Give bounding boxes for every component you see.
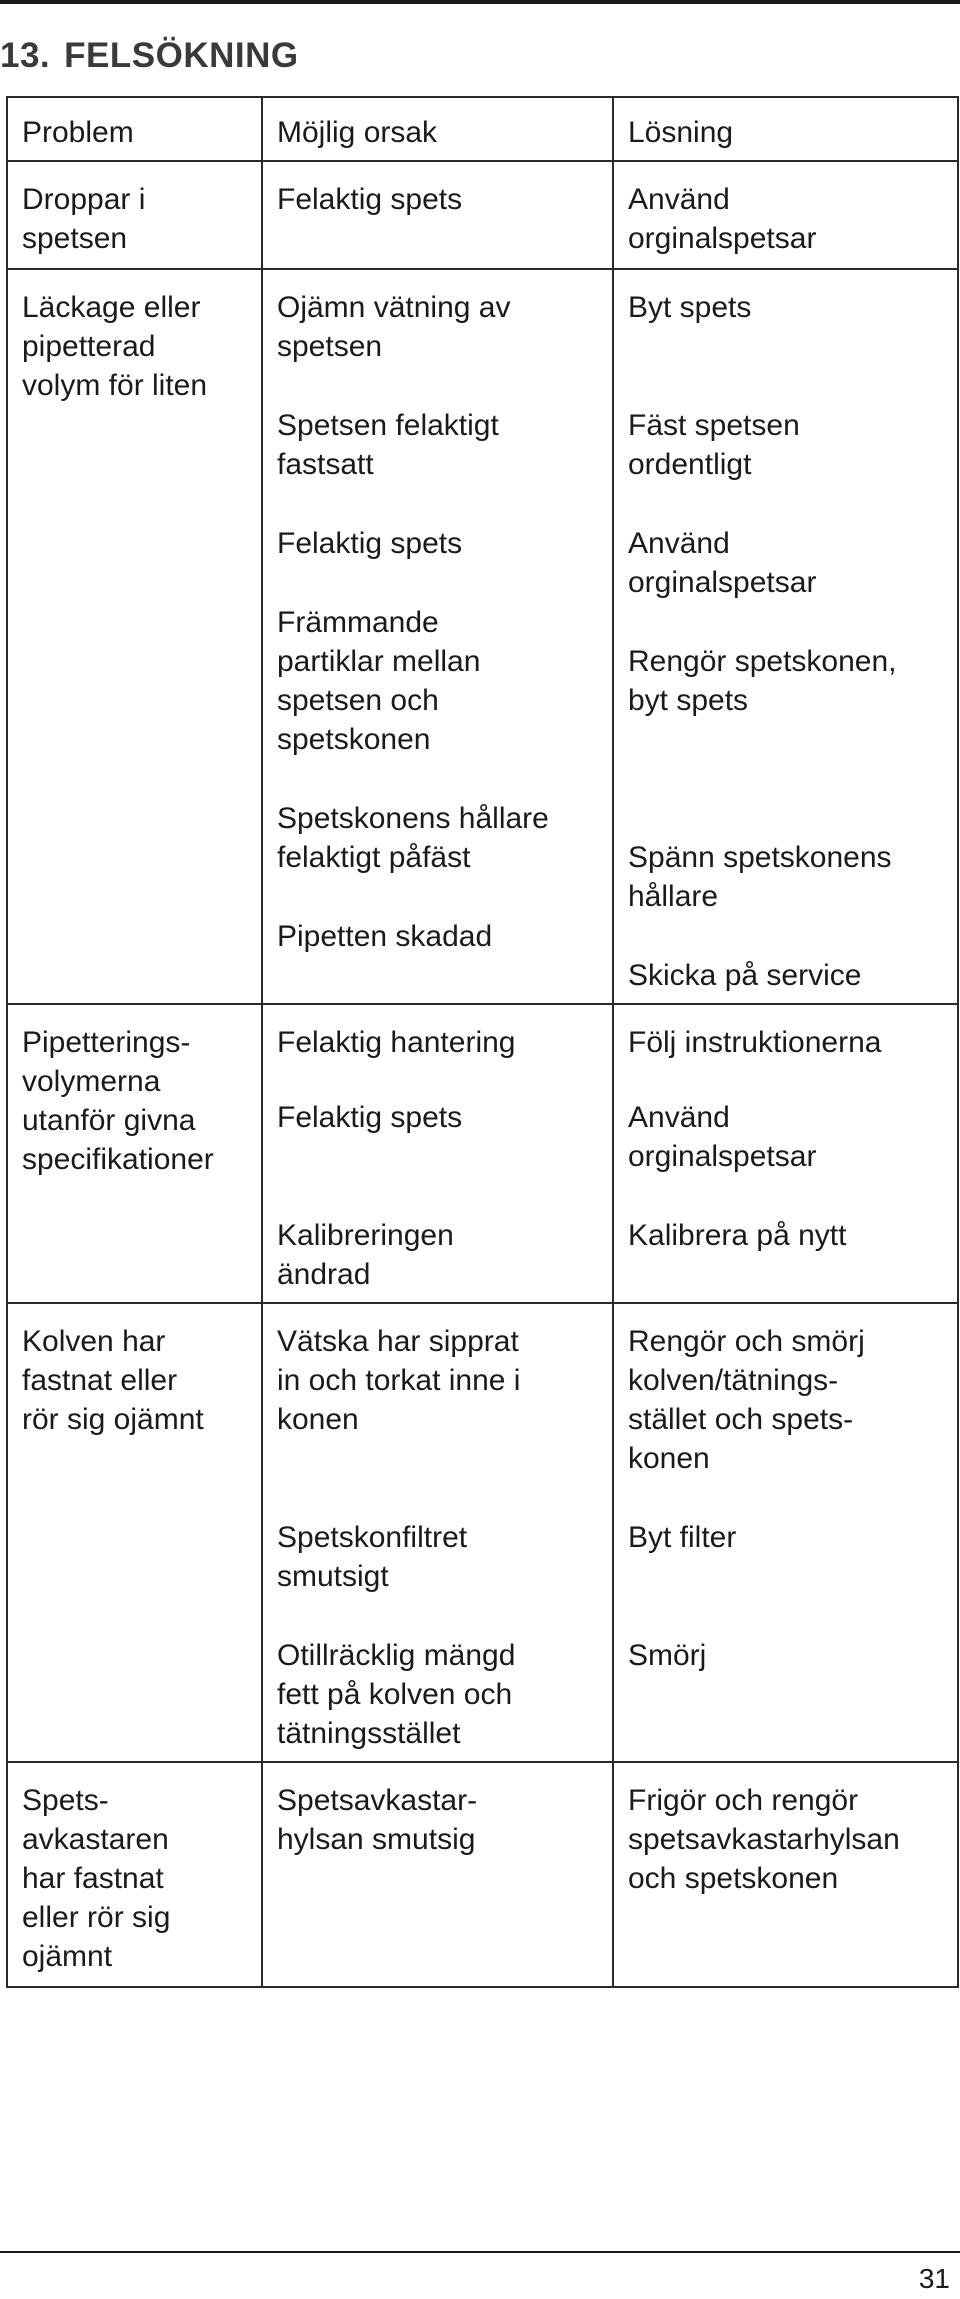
solution-line: Använd (628, 1101, 730, 1134)
problem-line: volymerna (22, 1065, 161, 1098)
table-row (7, 1303, 958, 1762)
cause-entry (277, 1781, 598, 1859)
cause-cell (262, 1303, 613, 1762)
problem-line: utanför givna (22, 1104, 196, 1137)
cause-line: hylsan smutsig (277, 1823, 476, 1856)
cause-entry (277, 180, 598, 219)
problem-line: rör sig ojämnt (22, 1403, 204, 1436)
cause-line: Kalibreringen (277, 1219, 454, 1252)
cause-entry (277, 1216, 598, 1294)
solution-entry (628, 1216, 943, 1255)
cause-line: fastsatt (277, 448, 374, 481)
cause-line: Ojämn vätning av (277, 291, 511, 324)
problem-line: spetsen (22, 222, 128, 255)
solution-line: Använd (628, 183, 730, 216)
cause-line: konen (277, 1403, 359, 1436)
problem-cell (7, 1762, 262, 1987)
cause-line: in och torkat inne i (277, 1364, 521, 1397)
solution-entry (628, 288, 943, 366)
table-row (7, 161, 958, 269)
cause-line: Pipetten skadad (277, 920, 493, 953)
solution-line: orginalspetsar (628, 566, 817, 599)
cause-cell (262, 161, 613, 269)
solution-line: Spänn spetskonens (628, 841, 892, 874)
problem-line: Spets- (22, 1784, 109, 1817)
solution-cell (613, 161, 958, 269)
solution-line: och spetskonen (628, 1862, 839, 1895)
solution-line: byt spets (628, 684, 749, 717)
cause-entry (277, 603, 598, 759)
problem-line: volym för liten (22, 369, 208, 402)
solution-line: Frigör och rengör (628, 1784, 859, 1817)
cause-line: spetsen och (277, 684, 439, 717)
solution-cell (613, 1762, 958, 1987)
cause-entry (277, 1636, 598, 1753)
cause-line: Felaktig hantering (277, 1026, 516, 1059)
cause-line: spetsen (277, 330, 383, 363)
cause-line: fett på kolven och (277, 1678, 513, 1711)
table-row (7, 1004, 958, 1303)
cause-line: Spetsen felaktigt (277, 409, 499, 442)
solution-line: Byt filter (628, 1521, 737, 1554)
header-problem: Problem (7, 97, 262, 161)
troubleshooting-table (6, 96, 959, 1988)
solution-entry (628, 1023, 943, 1062)
table-row (7, 1762, 958, 1987)
cause-cell (262, 1004, 613, 1303)
cause-line (277, 1439, 598, 1478)
cause-entry (277, 406, 598, 484)
cause-line: Felaktig spets (277, 183, 463, 216)
solution-entry (628, 180, 943, 258)
cause-entry (277, 1023, 598, 1062)
problem-line: fastnat eller (22, 1364, 178, 1397)
solution-line (628, 759, 943, 798)
problem-line: ojämnt (22, 1940, 113, 1973)
cause-line: Spetskonens hållare (277, 802, 549, 835)
solution-line: Kalibrera på nytt (628, 1219, 847, 1252)
solution-line: Byt spets (628, 291, 752, 324)
solution-line: ordentligt (628, 448, 752, 481)
solution-line: Fäst spetsen (628, 409, 800, 442)
solution-line: Använd (628, 527, 730, 560)
solution-cell (613, 269, 958, 1004)
cause-entry (277, 1098, 598, 1176)
cause-entry (277, 917, 598, 956)
solution-line: Rengör och smörj (628, 1325, 865, 1358)
solution-cell (613, 1303, 958, 1762)
header-cause: Möjlig orsak (262, 97, 613, 161)
problem-line: Droppar i (22, 183, 146, 216)
problem-line: avkastaren (22, 1823, 169, 1856)
problem-cell (7, 1004, 262, 1303)
problem-line: har fastnat (22, 1862, 164, 1895)
table-row (7, 269, 958, 1004)
problem-cell (7, 1303, 262, 1762)
problem-line: specifikationer (22, 1143, 214, 1176)
solution-entry (628, 642, 943, 798)
cause-entry (277, 799, 598, 877)
solution-line (628, 720, 943, 759)
table-header-row (7, 97, 958, 161)
problem-cell (7, 269, 262, 1004)
cause-line: Felaktig spets (277, 1101, 463, 1134)
solution-line: Följ instruktionerna (628, 1026, 882, 1059)
section-title: FELSÖKNING (64, 36, 299, 75)
solution-line: orginalspetsar (628, 1140, 817, 1173)
section-number: 13. (0, 36, 51, 75)
solution-line: stället och spets- (628, 1403, 854, 1436)
problem-line: Kolven har (22, 1325, 166, 1358)
solution-entry (628, 406, 943, 484)
solution-entry (628, 1322, 943, 1478)
top-rule (0, 0, 960, 4)
solution-cell (613, 1004, 958, 1303)
cause-entry (277, 524, 598, 563)
solution-line: spetsavkastarhylsan (628, 1823, 900, 1856)
footer-rule (0, 2251, 960, 2253)
solution-line: Smörj (628, 1639, 707, 1672)
cause-entry (277, 1322, 598, 1478)
cause-line: Spetskonfiltret (277, 1521, 468, 1554)
cause-cell (262, 269, 613, 1004)
cause-line: partiklar mellan (277, 645, 481, 678)
solution-line: Rengör spetskonen, (628, 645, 897, 678)
cause-line: Vätska har sipprat (277, 1325, 519, 1358)
section-heading (0, 36, 299, 76)
solution-entry (628, 524, 943, 602)
solution-entry (628, 1098, 943, 1176)
solution-line: orginalspetsar (628, 222, 817, 255)
cause-entry (277, 288, 598, 366)
solution-entry (628, 1781, 943, 1898)
solution-line: Skicka på service (628, 959, 862, 992)
problem-line: Pipetterings- (22, 1026, 191, 1059)
problem-line: pipetterad (22, 330, 156, 363)
solution-line: kolven/tätnings- (628, 1364, 839, 1397)
solution-entry (628, 956, 943, 995)
problem-line: eller rör sig (22, 1901, 171, 1934)
solution-line: hållare (628, 880, 719, 913)
solution-entry (628, 1518, 943, 1596)
problem-cell (7, 161, 262, 269)
cause-line: Otillräcklig mängd (277, 1639, 516, 1672)
cause-entry (277, 1518, 598, 1596)
cause-line: Spetsavkastar- (277, 1784, 478, 1817)
page-number: 31 (918, 2263, 950, 2294)
header-solution: Lösning (613, 97, 958, 161)
solution-line (628, 327, 943, 366)
cause-line: felaktigt påfäst (277, 841, 471, 874)
cause-line: ändrad (277, 1258, 371, 1291)
solution-line: konen (628, 1442, 710, 1475)
solution-entry (628, 838, 943, 916)
cause-cell (262, 1762, 613, 1987)
cause-line: tätningsstället (277, 1717, 461, 1750)
problem-line: Läckage eller (22, 291, 201, 324)
cause-line: spetskonen (277, 723, 431, 756)
cause-line: Främmande (277, 606, 439, 639)
cause-line: Felaktig spets (277, 527, 463, 560)
cause-line (277, 1137, 598, 1176)
solution-entry (628, 1636, 943, 1675)
solution-line (628, 1557, 943, 1596)
cause-line: smutsigt (277, 1560, 389, 1593)
